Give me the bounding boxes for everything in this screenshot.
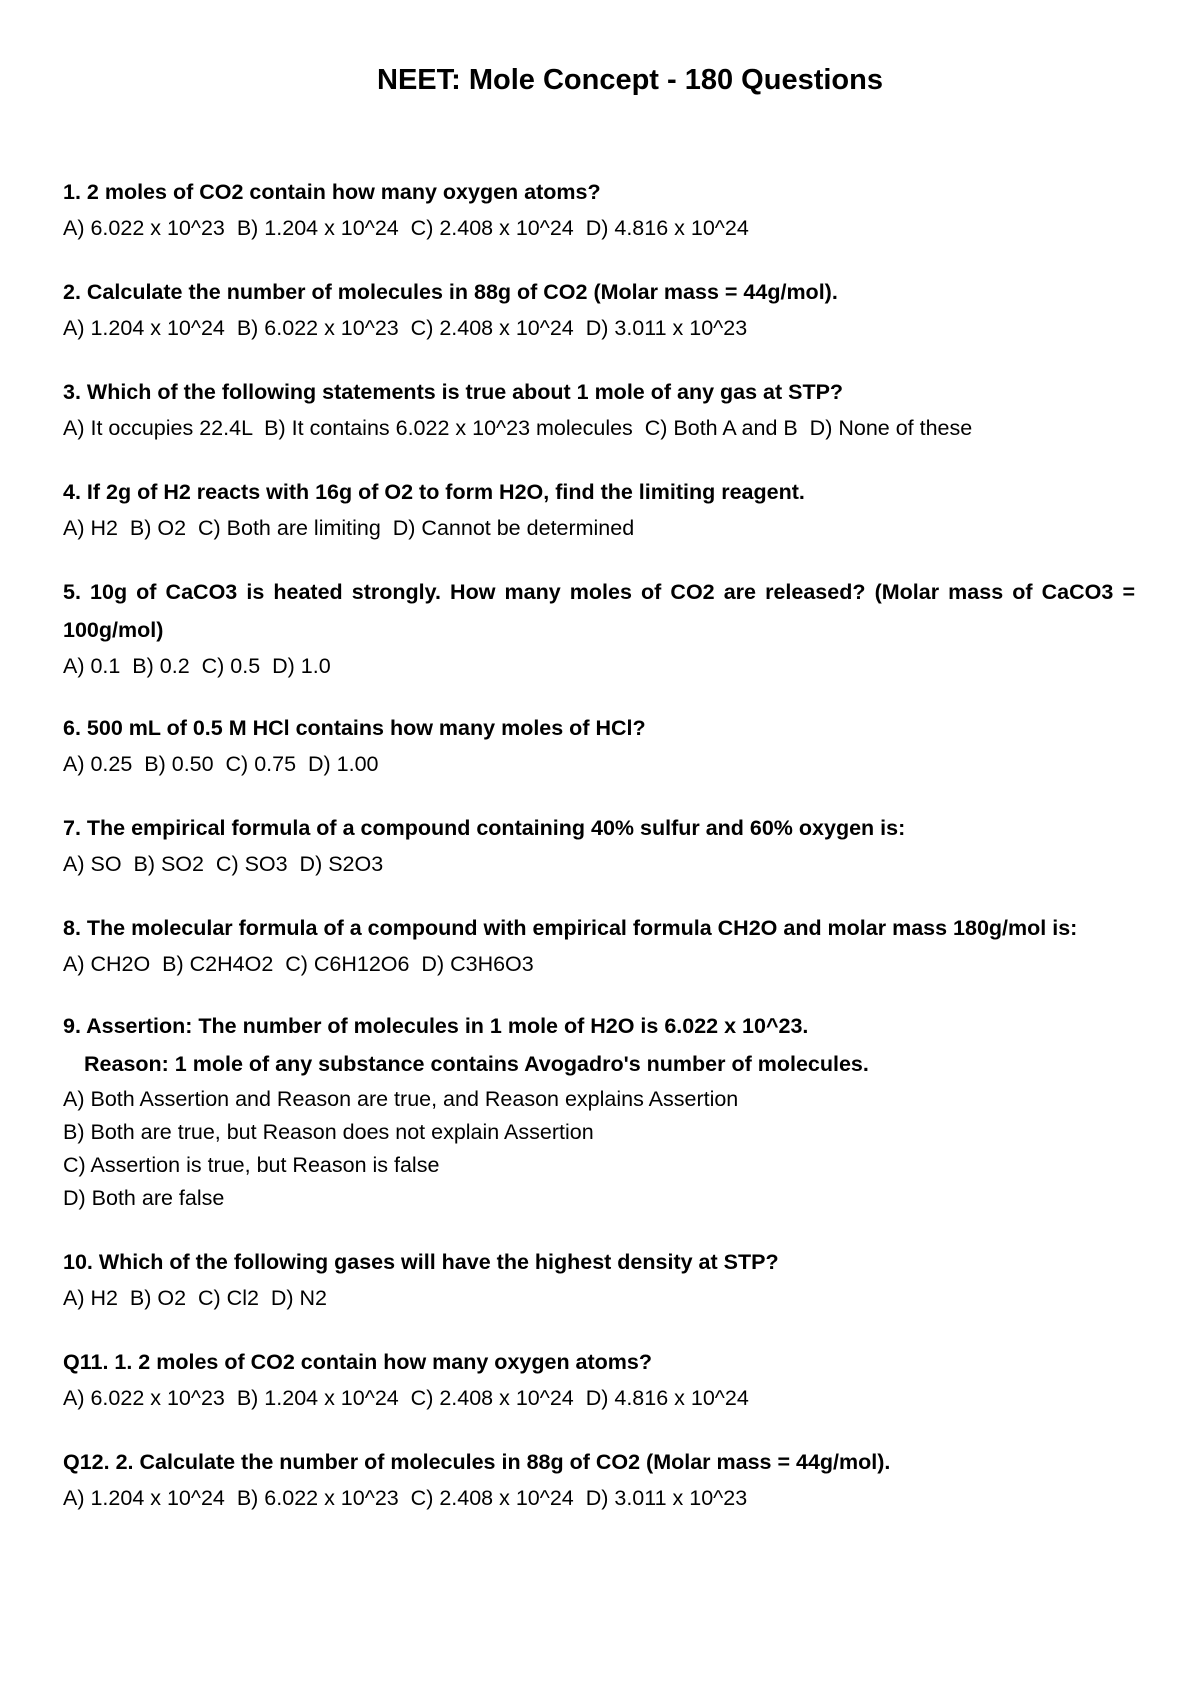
page-title: NEET: Mole Concept - 180 Questions xyxy=(377,64,883,96)
question-stem: 5. 10g of CaCO3 is heated strongly. How many moles of CO2 are released? (Molar mass of CaCO3 = 100g/mol) xyxy=(63,580,1135,642)
question-8 xyxy=(63,909,1135,981)
question-10 xyxy=(63,1243,1135,1315)
question-stem: 1. 2 moles of CO2 contain how many oxygen atoms? xyxy=(63,180,601,204)
option-line: B) Both are true, but Reason does not explain Assertion xyxy=(63,1120,594,1144)
question-options: A) SO B) SO2 C) SO3 D) S2O3 xyxy=(63,852,384,876)
question-options: A) 0.25 B) 0.50 C) 0.75 D) 1.00 xyxy=(63,752,379,776)
question-options: A) It occupies 22.4L B) It contains 6.022 x 10^23 molecules C) Both A and B D) None of these xyxy=(63,416,973,440)
question-list xyxy=(63,173,1135,1543)
question-stem: 2. Calculate the number of molecules in 88g of CO2 (Molar mass = 44g/mol). xyxy=(63,280,838,304)
question-options: A) 1.204 x 10^24 B) 6.022 x 10^23 C) 2.408 x 10^24 D) 3.011 x 10^23 xyxy=(63,316,748,340)
question-2 xyxy=(63,273,1135,345)
question-stem: 7. The empirical formula of a compound containing 40% sulfur and 60% oxygen is: xyxy=(63,816,906,840)
question-11 xyxy=(63,1343,1135,1415)
question-options: A) H2 B) O2 C) Cl2 D) N2 xyxy=(63,1286,328,1310)
question-stem: 8. The molecular formula of a compound with empirical formula CH2O and molar mass 180g/mol is: xyxy=(63,916,1078,940)
question-stem: 9. Assertion: The number of molecules in 1 mole of H2O is 6.022 x 10^23. xyxy=(63,1014,809,1038)
question-6 xyxy=(63,709,1135,781)
question-stem: 6. 500 mL of 0.5 M HCl contains how many moles of HCl? xyxy=(63,716,646,740)
question-12 xyxy=(63,1443,1135,1515)
question-options: A) 6.022 x 10^23 B) 1.204 x 10^24 C) 2.408 x 10^24 D) 4.816 x 10^24 xyxy=(63,216,749,240)
question-stem: 4. If 2g of H2 reacts with 16g of O2 to form H2O, find the limiting reagent. xyxy=(63,480,805,504)
option-line: A) Both Assertion and Reason are true, and Reason explains Assertion xyxy=(63,1087,739,1111)
question-7 xyxy=(63,809,1135,881)
question-options: A) 6.022 x 10^23 B) 1.204 x 10^24 C) 2.408 x 10^24 D) 4.816 x 10^24 xyxy=(63,1386,749,1410)
option-line: D) Both are false xyxy=(63,1186,225,1210)
question-reason: Reason: 1 mole of any substance contains Avogadro's number of molecules. xyxy=(84,1052,869,1076)
question-5 xyxy=(63,573,1135,683)
question-4 xyxy=(63,473,1135,545)
question-options: A) 0.1 B) 0.2 C) 0.5 D) 1.0 xyxy=(63,654,331,678)
question-stem: Q11. 1. 2 moles of CO2 contain how many oxygen atoms? xyxy=(63,1350,653,1374)
question-stem: Q12. 2. Calculate the number of molecules in 88g of CO2 (Molar mass = 44g/mol). xyxy=(63,1450,891,1474)
question-9 xyxy=(63,1007,1135,1215)
question-stem: 3. Which of the following statements is true about 1 mole of any gas at STP? xyxy=(63,380,844,404)
question-options: A) H2 B) O2 C) Both are limiting D) Cannot be determined xyxy=(63,516,635,540)
question-3 xyxy=(63,373,1135,445)
question-options: A) CH2O B) C2H4O2 C) C6H12O6 D) C3H6O3 xyxy=(63,952,534,976)
question-options: A) 1.204 x 10^24 B) 6.022 x 10^23 C) 2.408 x 10^24 D) 3.011 x 10^23 xyxy=(63,1486,748,1510)
question-1 xyxy=(63,173,1135,245)
option-line: C) Assertion is true, but Reason is false xyxy=(63,1153,440,1177)
question-stem: 10. Which of the following gases will have the highest density at STP? xyxy=(63,1250,779,1274)
